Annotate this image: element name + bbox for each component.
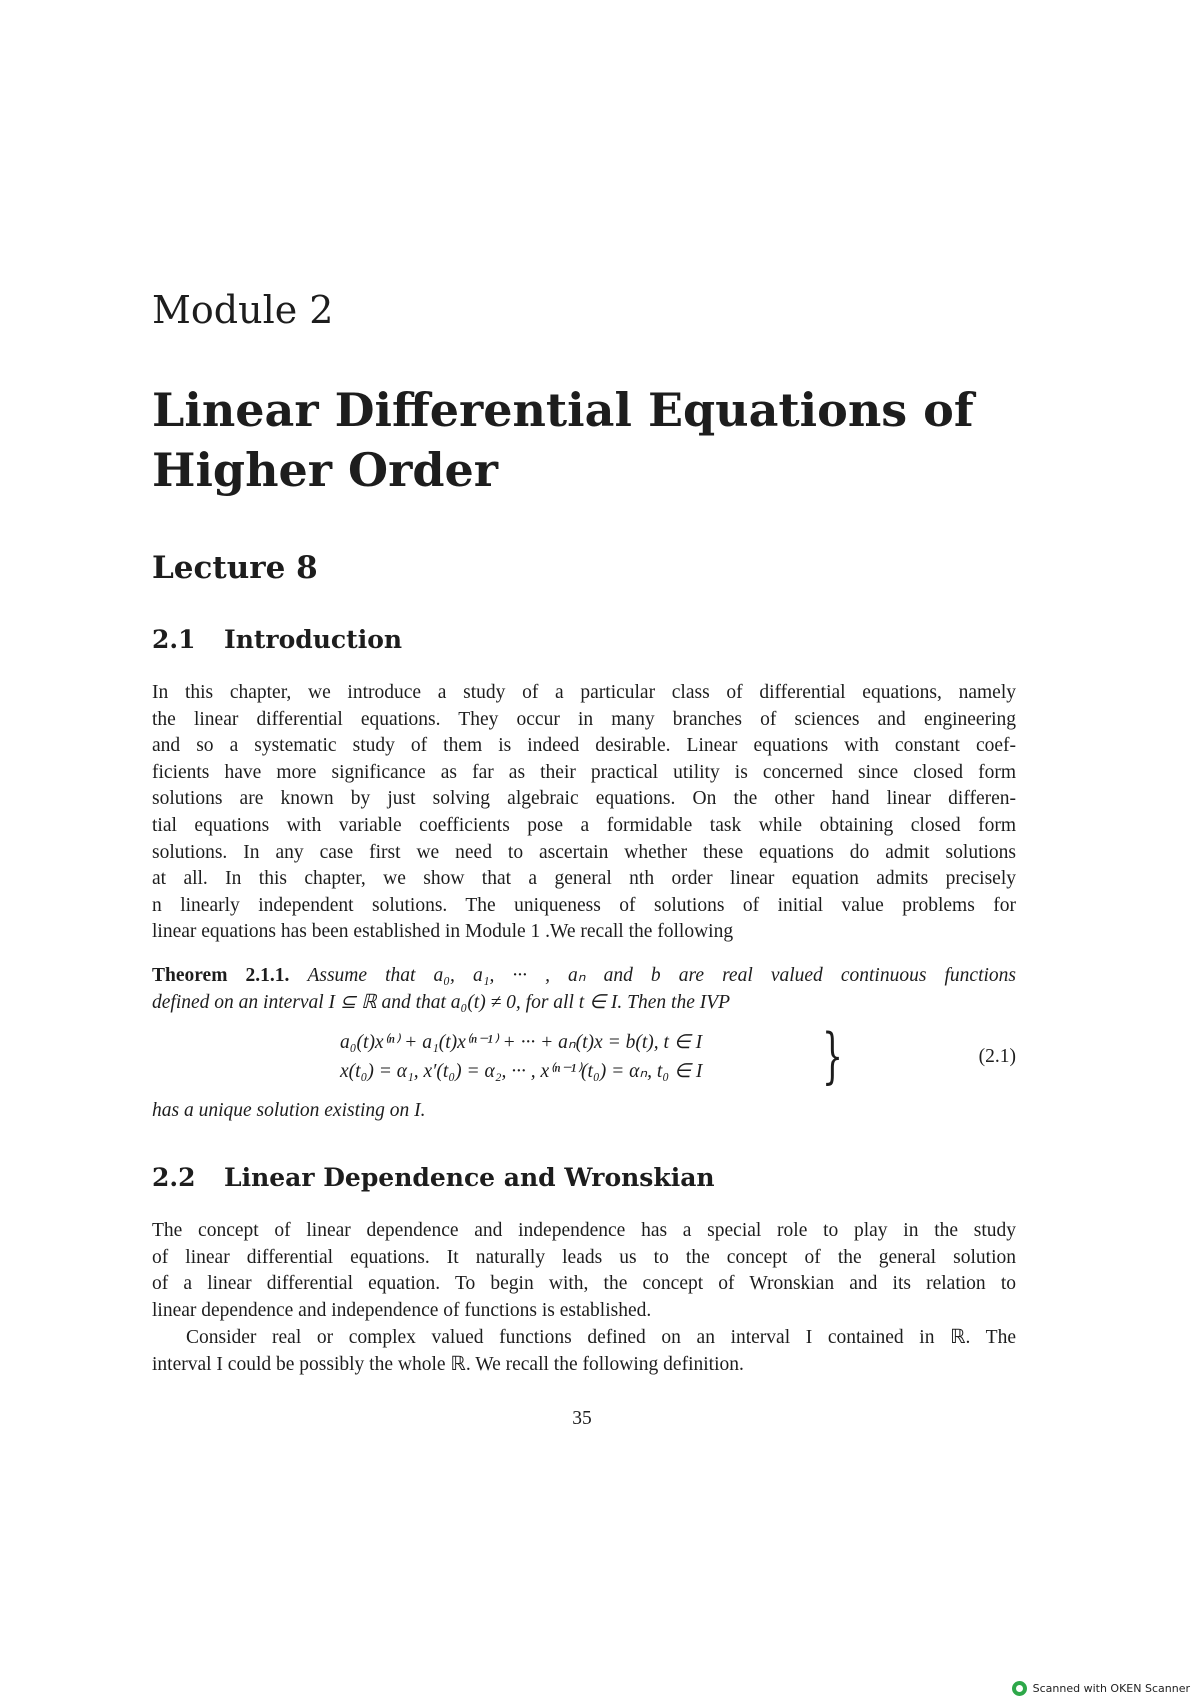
section-title: Introduction (224, 625, 403, 654)
paragraph-line: solutions are known by just solving algebraic equations. On the other hand linear differen- (152, 788, 1016, 810)
paragraph-line: of linear differential equations. It naturally leads us to the concept of the general solution (152, 1246, 1016, 1268)
paragraph-line: of a linear differential equation. To begin with, the concept of Wronskian and its relation to (152, 1273, 1016, 1295)
theorem-text: Assume that a₀, a₁, ··· , aₙ and b are real valued continuous functions (307, 965, 1016, 986)
section-number: 2.1 (152, 625, 196, 654)
page-number: 35 (572, 1408, 592, 1429)
paragraph-line: In this chapter, we introduce a study of a particular class of differential equations, namely (152, 682, 1016, 703)
paragraph-line: n linearly independent solutions. The uniqueness of solutions of initial value problems for (152, 894, 1016, 916)
wronskian-paragraph-2 (152, 1325, 1016, 1378)
theorem-block (152, 963, 1016, 1016)
oken-logo-icon (1012, 1681, 1027, 1696)
watermark-text: Scanned with OKEN Scanner (1032, 1681, 1190, 1695)
paragraph-line: ficients have more significance as far as their practical utility is concerned since closed form (152, 761, 1016, 783)
equation-line: x(t₀) = α₁, x′(t₀) = α₂, ··· , x⁽ⁿ⁻¹⁾(t₀) = αₙ, t₀ ∈ I (340, 1061, 703, 1082)
theorem-text: defined on an interval I ⊆ ℝ and that a₀(t) ≠ 0, for all t ∈ I. Then the IVP (152, 991, 731, 1013)
right-brace-icon: } (822, 1021, 844, 1091)
paragraph-line: the linear differential equations. They occur in many branches of sciences and engineering (152, 708, 1016, 730)
paragraph-line: Consider real or complex valued functions defined on an interval I contained in ℝ. The (186, 1327, 1016, 1348)
section-heading-wronskian (152, 1162, 715, 1194)
theorem-label: Theorem 2.1.1. (152, 965, 290, 986)
introduction-paragraph (152, 680, 1016, 946)
module-title: Module 2 (152, 288, 334, 332)
equation-2-1 (340, 1021, 1020, 1092)
equation-number: (2.1) (978, 1046, 1016, 1067)
paragraph-line: tial equations with variable coefficients pose a formidable task while obtaining closed form (152, 814, 1016, 836)
theorem-line (152, 963, 1016, 990)
section-number: 2.2 (152, 1163, 196, 1192)
section-heading-introduction (152, 624, 402, 656)
paragraph-line: linear dependence and independence of functions is established. (152, 1299, 652, 1321)
paragraph-line: interval I could be possibly the whole ℝ. We recall the following definition. (152, 1353, 744, 1375)
chapter-title: Linear Differential Equations of Higher Order (152, 383, 974, 497)
equation-line: a₀(t)x⁽ⁿ⁾ + a₁(t)x⁽ⁿ⁻¹⁾ + ··· + aₙ(t)x = b(t), t ∈ I (340, 1032, 703, 1053)
paragraph-line: at all. In this chapter, we show that a general nth order linear equation admits precisely (152, 868, 1016, 890)
theorem-conclusion: has a unique solution existing on I. (152, 1100, 426, 1121)
wronskian-paragraph-1 (152, 1218, 1016, 1324)
paragraph-line: The concept of linear dependence and independence has a special role to play in the study (152, 1220, 1016, 1241)
paragraph-line: linear equations has been established in Module 1 .We recall the following (152, 921, 734, 943)
section-title: Linear Dependence and Wronskian (224, 1163, 715, 1192)
lecture-title: Lecture 8 (152, 550, 318, 586)
scanner-watermark (1012, 1680, 1190, 1696)
paragraph-line: solutions. In any case first we need to ascertain whether these equations do admit solutions (152, 841, 1016, 863)
paragraph-line: and so a systematic study of them is indeed desirable. Linear equations with constant coef- (152, 735, 1016, 757)
